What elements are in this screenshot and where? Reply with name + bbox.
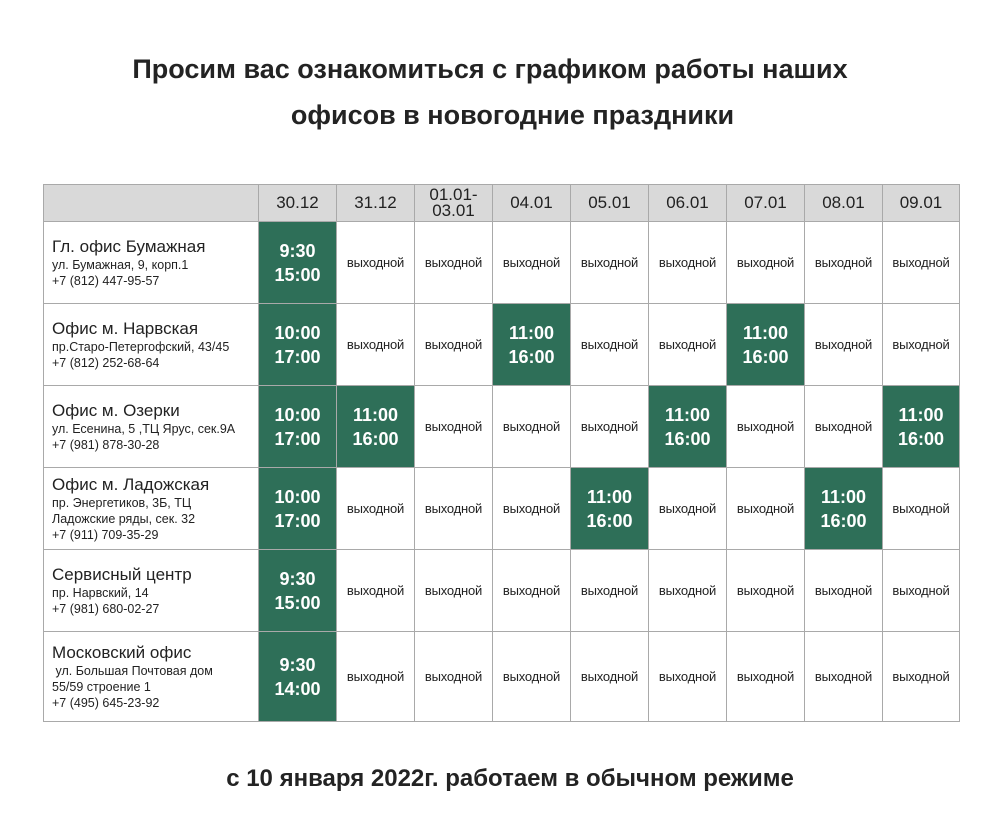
column-header: 06.01 bbox=[649, 185, 727, 222]
day-off-cell: выходной bbox=[493, 222, 571, 304]
column-header: 01.01- 03.01 bbox=[415, 185, 493, 222]
open-time: 9:30 bbox=[279, 568, 316, 589]
day-off-cell: выходной bbox=[805, 386, 883, 468]
day-off-cell: выходной bbox=[415, 304, 493, 386]
day-off-cell: выходной bbox=[571, 632, 649, 722]
office-name: Сервисный центр bbox=[52, 565, 192, 584]
open-time: 10:00 bbox=[274, 322, 321, 343]
day-off-cell: выходной bbox=[571, 550, 649, 632]
office-cell bbox=[44, 468, 259, 550]
close-time: 14:00 bbox=[274, 678, 321, 699]
close-time: 15:00 bbox=[274, 592, 321, 613]
office-cell bbox=[44, 304, 259, 386]
day-off-cell: выходной bbox=[649, 632, 727, 722]
open-time: 11:00 bbox=[352, 404, 399, 425]
column-header: 04.01 bbox=[493, 185, 571, 222]
day-off-cell: выходной bbox=[415, 550, 493, 632]
column-header: 07.01 bbox=[727, 185, 805, 222]
day-off-cell: выходной bbox=[727, 632, 805, 722]
day-off-cell: выходной bbox=[727, 468, 805, 550]
title-line-2: офисов в новогодние праздники bbox=[290, 100, 735, 130]
day-off-cell: выходной bbox=[571, 304, 649, 386]
working-hours-cell bbox=[883, 386, 960, 468]
column-header: 05.01 bbox=[571, 185, 649, 222]
day-off-cell: выходной bbox=[415, 222, 493, 304]
working-hours-cell bbox=[493, 304, 571, 386]
day-off-cell: выходной bbox=[883, 632, 960, 722]
office-cell bbox=[44, 222, 259, 304]
office-row bbox=[44, 222, 960, 304]
schedule-table bbox=[43, 184, 960, 722]
day-off-cell: выходной bbox=[493, 468, 571, 550]
close-time: 16:00 bbox=[742, 346, 789, 367]
day-off-cell: выходной bbox=[883, 222, 960, 304]
close-time: 16:00 bbox=[586, 510, 633, 531]
day-off-cell: выходной bbox=[805, 304, 883, 386]
office-address: 55/59 строение 1 bbox=[52, 680, 151, 694]
office-phone: +7 (981) 680-02-27 bbox=[52, 602, 160, 616]
working-hours-cell bbox=[337, 386, 415, 468]
working-hours-cell bbox=[259, 632, 337, 722]
office-row bbox=[44, 468, 960, 550]
day-off-cell: выходной bbox=[649, 468, 727, 550]
close-time: 16:00 bbox=[352, 428, 399, 449]
office-name: Гл. офис Бумажная bbox=[52, 237, 206, 256]
office-address: пр. Нарвский, 14 bbox=[52, 586, 149, 600]
working-hours-cell bbox=[727, 304, 805, 386]
office-cell bbox=[44, 550, 259, 632]
working-hours-cell bbox=[259, 222, 337, 304]
open-time: 11:00 bbox=[898, 404, 944, 425]
day-off-cell: выходной bbox=[337, 468, 415, 550]
day-off-cell: выходной bbox=[493, 550, 571, 632]
office-address: пр.Старо-Петергофский, 43/45 bbox=[52, 340, 230, 354]
working-hours-cell bbox=[259, 550, 337, 632]
day-off-cell: выходной bbox=[883, 468, 960, 550]
column-header: 08.01 bbox=[805, 185, 883, 222]
footer-note: с 10 января 2022г. работаем в обычном режиме bbox=[226, 765, 794, 792]
day-off-cell: выходной bbox=[415, 632, 493, 722]
office-row bbox=[44, 550, 960, 632]
close-time: 16:00 bbox=[508, 346, 555, 367]
day-off-cell: выходной bbox=[337, 304, 415, 386]
open-time: 11:00 bbox=[586, 486, 633, 507]
day-off-cell: выходной bbox=[649, 222, 727, 304]
open-time: 11:00 bbox=[508, 322, 555, 343]
office-address: ул. Есенина, 5 ,ТЦ Ярус, сек.9А bbox=[52, 422, 236, 436]
office-cell bbox=[44, 386, 259, 468]
close-time: 17:00 bbox=[274, 346, 321, 367]
open-time: 11:00 bbox=[820, 486, 867, 507]
day-off-cell: выходной bbox=[727, 386, 805, 468]
office-address: пр. Энергетиков, 3Б, ТЦ bbox=[52, 496, 192, 510]
title-line-1: Просим вас ознакомиться с графиком работы наших bbox=[132, 54, 848, 84]
office-address: ул. Большая Почтовая дом bbox=[52, 664, 213, 678]
office-name: Офис м. Озерки bbox=[52, 401, 180, 420]
working-hours-cell bbox=[259, 468, 337, 550]
open-time: 10:00 bbox=[274, 486, 321, 507]
schedule-body bbox=[44, 222, 960, 722]
day-off-cell: выходной bbox=[337, 632, 415, 722]
header-empty-cell bbox=[44, 185, 259, 222]
day-off-cell: выходной bbox=[415, 386, 493, 468]
day-off-cell: выходной bbox=[805, 550, 883, 632]
open-time: 11:00 bbox=[664, 404, 711, 425]
office-address: Ладожские ряды, сек. 32 bbox=[52, 512, 196, 526]
office-row bbox=[44, 632, 960, 722]
page-title bbox=[0, 46, 1000, 138]
close-time: 15:00 bbox=[274, 264, 321, 285]
day-off-cell: выходной bbox=[571, 222, 649, 304]
day-off-cell: выходной bbox=[805, 222, 883, 304]
day-off-cell: выходной bbox=[649, 304, 727, 386]
open-time: 9:30 bbox=[279, 240, 316, 261]
office-phone: +7 (812) 252-68-64 bbox=[52, 356, 160, 370]
office-address: ул. Бумажная, 9, корп.1 bbox=[52, 258, 189, 272]
office-phone: +7 (981) 878-30-28 bbox=[52, 438, 160, 452]
working-hours-cell bbox=[805, 468, 883, 550]
open-time: 11:00 bbox=[742, 322, 789, 343]
office-phone: +7 (812) 447-95-57 bbox=[52, 274, 160, 288]
day-off-cell: выходной bbox=[571, 386, 649, 468]
column-header: 09.01 bbox=[883, 185, 960, 222]
day-off-cell: выходной bbox=[883, 304, 960, 386]
office-row bbox=[44, 304, 960, 386]
working-hours-cell bbox=[649, 386, 727, 468]
working-hours-cell bbox=[571, 468, 649, 550]
day-off-cell: выходной bbox=[727, 550, 805, 632]
close-time: 17:00 bbox=[274, 510, 321, 531]
office-name: Офис м. Ладожская bbox=[52, 475, 210, 494]
working-hours-cell bbox=[259, 386, 337, 468]
office-name: Московский офис bbox=[52, 643, 192, 662]
close-time: 16:00 bbox=[820, 510, 867, 531]
day-off-cell: выходной bbox=[493, 386, 571, 468]
column-header: 30.12 bbox=[259, 185, 337, 222]
day-off-cell: выходной bbox=[337, 550, 415, 632]
column-header: 31.12 bbox=[337, 185, 415, 222]
office-phone: +7 (495) 645-23-92 bbox=[52, 696, 160, 710]
day-off-cell: выходной bbox=[493, 632, 571, 722]
office-phone: +7 (911) 709-35-29 bbox=[52, 528, 159, 542]
open-time: 9:30 bbox=[279, 654, 316, 675]
close-time: 17:00 bbox=[274, 428, 321, 449]
office-cell bbox=[44, 632, 259, 722]
open-time: 10:00 bbox=[274, 404, 321, 425]
office-row bbox=[44, 386, 960, 468]
header-row bbox=[44, 185, 960, 222]
day-off-cell: выходной bbox=[649, 550, 727, 632]
office-name: Офис м. Нарвская bbox=[52, 319, 199, 338]
working-hours-cell bbox=[259, 304, 337, 386]
day-off-cell: выходной bbox=[415, 468, 493, 550]
close-time: 16:00 bbox=[897, 428, 945, 449]
day-off-cell: выходной bbox=[727, 222, 805, 304]
close-time: 16:00 bbox=[664, 428, 711, 449]
day-off-cell: выходной bbox=[805, 632, 883, 722]
day-off-cell: выходной bbox=[883, 550, 960, 632]
day-off-cell: выходной bbox=[337, 222, 415, 304]
